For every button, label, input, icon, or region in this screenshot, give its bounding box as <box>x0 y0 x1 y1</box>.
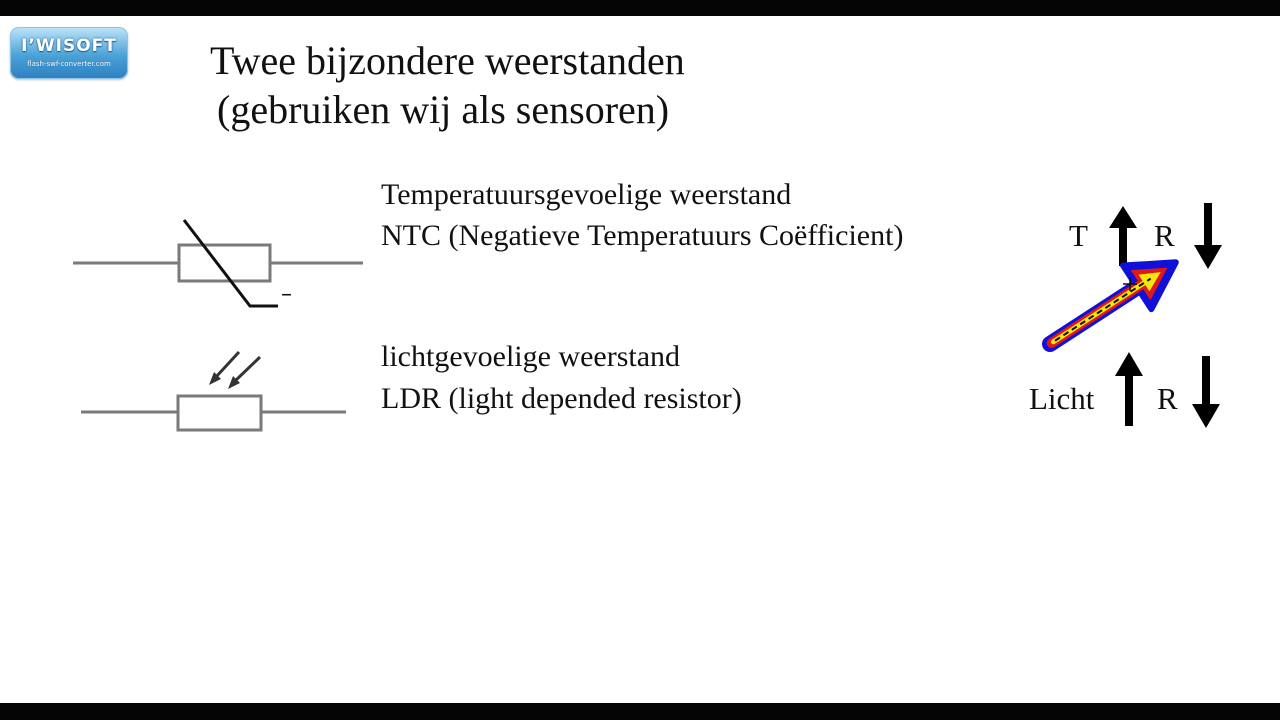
ldr-resistor-body <box>178 396 261 430</box>
highlight-arrow-pointer-icon[interactable] <box>1038 248 1188 356</box>
logo-url: flash-swf-converter.com <box>27 60 111 68</box>
watermark-logo <box>10 27 128 79</box>
arrow-up-icon <box>1113 352 1145 426</box>
ldr-heading: lichtgevoelige weerstand <box>381 340 681 373</box>
ntc-var-resistance: R <box>1154 218 1175 253</box>
title-line-1: Twee bijzondere weerstanden <box>210 38 685 83</box>
logo-wordmark: I’WISOFT <box>21 36 117 56</box>
ntc-heading: Temperatuursgevoelige weerstand <box>381 178 792 211</box>
letterbox-top <box>0 0 1280 16</box>
ntc-nonlinear-slash <box>184 220 278 306</box>
ldr-var-resistance: R <box>1157 381 1178 416</box>
title-line-2: (gebruiken wij als sensoren) <box>217 87 670 132</box>
ntc-description: NTC (Negatieve Temperatuurs Coëfficient) <box>381 219 904 252</box>
light-rays-icon <box>209 352 260 389</box>
ntc-resistor-body <box>179 245 270 281</box>
arrow-down-icon <box>1190 356 1222 428</box>
ntc-resistor-symbol <box>70 212 370 316</box>
arrow-down-icon <box>1192 203 1224 269</box>
ldr-description: LDR (light depended resistor) <box>381 382 742 415</box>
ldr-var-light: Licht <box>1029 381 1095 416</box>
ntc-var-temperature: T <box>1069 218 1088 253</box>
slide-title <box>210 36 910 134</box>
letterbox-bottom <box>0 703 1280 720</box>
ntc-negative-sign: – <box>281 282 292 307</box>
ldr-resistor-symbol <box>78 348 350 436</box>
